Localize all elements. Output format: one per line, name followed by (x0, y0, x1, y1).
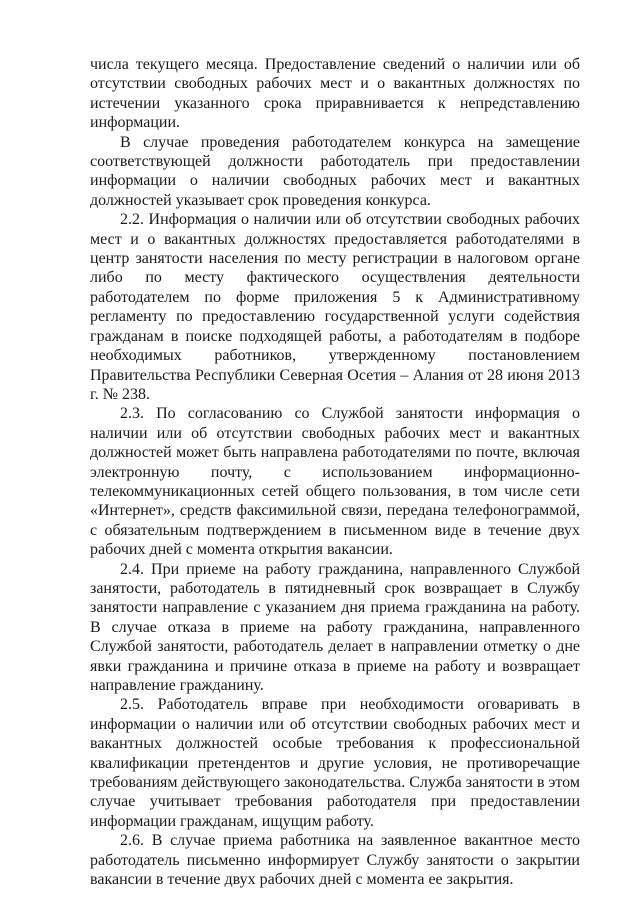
paragraph-2-4: 2.4. При приеме на работу гражданина, направленного Службой занятости, работодатель в пятидневный срок возвращает в Службу занятости направление с указанием дня приема гражданина на работу. В случае отказа в приеме на работу гражданина, направленного Службой занятости, работодатель делает в направлении отметку о дне явки гражданина и причине отказа в приеме на работу и возвращает направление гражданину. (90, 560, 580, 694)
paragraph-2-5: 2.5. Работодатель вправе при необходимости оговаривать в информации о наличии или об отсутствии свободных рабочих мест и вакантных должностей особые требования к профессиональной квалификации претендентов и другие условия, не противоречащие требованиям действующего законодательства. Служба занятости в этом случае учитывает требования работодателя при предоставлении информации гражданам, ищущим работу. (90, 696, 580, 830)
document-body (90, 55, 580, 889)
paragraph-2-2: 2.2. Информация о наличии или об отсутствии свободных рабочих мест и о вакантных должностях предоставляется работодателями в центр занятости населения по месту регистрации в налоговом органе либо по месту фактического осуществления деятельности работодателем по форме приложения 5 к Административному регламенту по предоставлению государственной услуги содействия гражданам в поиске подходящей работы, а работодателям в подборе необходимых работников, утвержденному постановлением Правительства Республики Северная Осетия – Алания от 28 июня 2013 г. № 238. (90, 211, 580, 403)
paragraph-2-3: 2.3. По согласованию со Службой занятости информация о наличии или об отсутствии свободных рабочих мест и вакантных должностей может быть направлена работодателями по почте, включая электронную почту, с использованием информационно-телекоммуникационных сетей общего пользования, в том числе сети «Интернет», средств факсимильной связи, передана телефонограммой, с обязательным подтверждением в письменном виде в течение двух рабочих дней с момента открытия вакансии. (90, 405, 580, 559)
paragraph-2-6: 2.6. В случае приема работника на заявленное вакантное место работодатель письменно информирует Службу занятости о закрытии вакансии в течение двух рабочих дней с момента ее закрытия. (90, 832, 580, 889)
paragraph-continuation: числа текущего месяца. Предоставление сведений о наличии или об отсутствии свободных рабочих мест и о вакантных должностях по истечении указанного срока приравнивается к непредставлению информации. (90, 56, 580, 132)
paragraph-competition: В случае проведения работодателем конкурса на замещение соответствующей должности работодатель при предоставлении информации о наличии свободных рабочих мест и вакантных должностей указывает срок проведения конкурса. (90, 133, 580, 209)
